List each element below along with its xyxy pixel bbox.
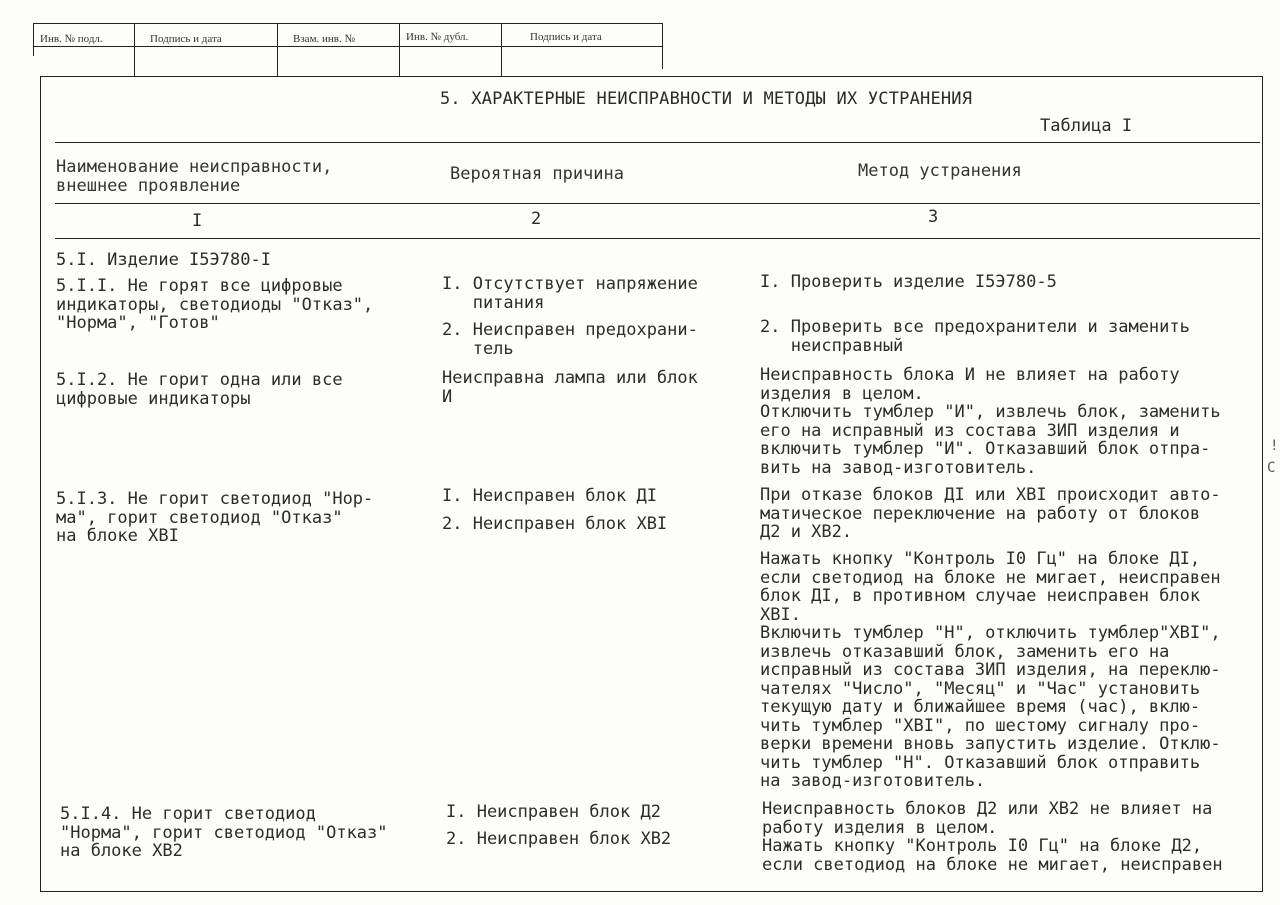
stamp-label-inv-dubl: Инв. № дубл. — [406, 31, 469, 43]
column-header-method: Метод устранения — [858, 161, 1022, 181]
stamp-label-vzam-inv: Взам. инв. № — [293, 33, 355, 45]
method-item: I. Проверить изделие I5Э780-5 — [760, 272, 1057, 292]
fault-cell: 5.I.2. Не горит одна или все цифровые индикаторы — [56, 370, 343, 409]
edge-mark-exclamation: ! — [1270, 438, 1279, 454]
cause-item: 2. Неисправен блок ХВ2 — [446, 829, 672, 849]
column-header-fault: Наименование неисправности, внешнее проявление — [56, 157, 333, 196]
method-item: Неисправность блоков Д2 или ХВ2 не влияет на работу изделия в целом. Нажать кнопку "Контроль I0 Гц" на блоке Д2, если светодиод на блоке не мигает, неисправен — [762, 799, 1223, 875]
stamp-label-signature-date-2: Подпись и дата — [530, 31, 602, 43]
document-title: 5. ХАРАКТЕРНЫЕ НЕИСПРАВНОСТИ И МЕТОДЫ ИХ УСТРАНЕНИЯ — [440, 89, 973, 109]
header-top-rule — [55, 142, 1260, 143]
header-bottom-rule — [55, 203, 1260, 204]
cause-item: I. Неисправен блок ДI — [442, 486, 657, 506]
section-heading: 5.I. Изделие I5Э780-I — [56, 250, 271, 270]
cause-item: I. Отсутствует напряжение питания — [442, 274, 698, 313]
fault-cell: 5.I.3. Не горит светодиод "Нор- ма", горит светодиод "Отказ" на блоке ХВI — [56, 489, 374, 546]
stamp-label-signature-date-1: Подпись и дата — [150, 33, 222, 45]
table-label: Таблица I — [1040, 116, 1133, 136]
column-number-rule — [55, 238, 1260, 239]
cause-item: I. Неисправен блок Д2 — [446, 802, 661, 822]
stamp-label-inv-podl: Инв. № подл. — [40, 33, 103, 45]
method-item: 2. Проверить все предохранители и заменить неисправный — [760, 317, 1190, 356]
fault-cell: 5.I.4. Не горит светодиод "Норма", горит светодиод "Отказ" на блоке ХВ2 — [60, 804, 388, 861]
method-item: При отказе блоков ДI или ХВI происходит авто- матическое переключение на работу от блоков Д2 и ХВ2. — [760, 485, 1221, 542]
cause-item: 2. Неисправен блок ХВI — [442, 514, 668, 534]
method-item: Неисправность блока И не влияет на работу изделия в целом. Отключить тумблер "И", извлечь блок, заменить его на исправный из состава ЗИП изделия и включить тумблер "И". Отказавший блок отпра- вить на завод-изготовитель. — [760, 365, 1221, 478]
cause-item: 2. Неисправен предохрани- тель — [442, 320, 698, 359]
column-number-1: I — [192, 211, 203, 231]
column-number-3: 3 — [928, 207, 939, 227]
column-number-2: 2 — [531, 209, 542, 229]
cause-item: Неисправна лампа или блок И — [442, 368, 698, 407]
method-item: Нажать кнопку "Контроль I0 Гц" на блоке ДI, если светодиод на блоке не мигает, неисправен блок ДI, в противном случае неисправен блок ХВI. Включить тумблер "Н", отключить тумблер"ХВI", извлечь отказавший блок, заменить его на исправный из состава ЗИП изделия, на переклю- чателях "Число", "Месяц" и "Час" установить текущую дату и ближайшее время (час), вклю- чить тумблер "ХВI", по шестому сигналу про- верки времени вновь запустить изделие. Отклю- чить тумблер "Н". Отказавший блок отправить на завод-изготовитель. — [760, 549, 1221, 791]
edge-mark-letter: С — [1267, 460, 1276, 476]
fault-cell: 5.I.I. Не горят все цифровые индикаторы, светодиоды "Отказ", "Норма", "Готов" — [56, 276, 374, 333]
column-header-cause: Вероятная причина — [450, 164, 624, 184]
